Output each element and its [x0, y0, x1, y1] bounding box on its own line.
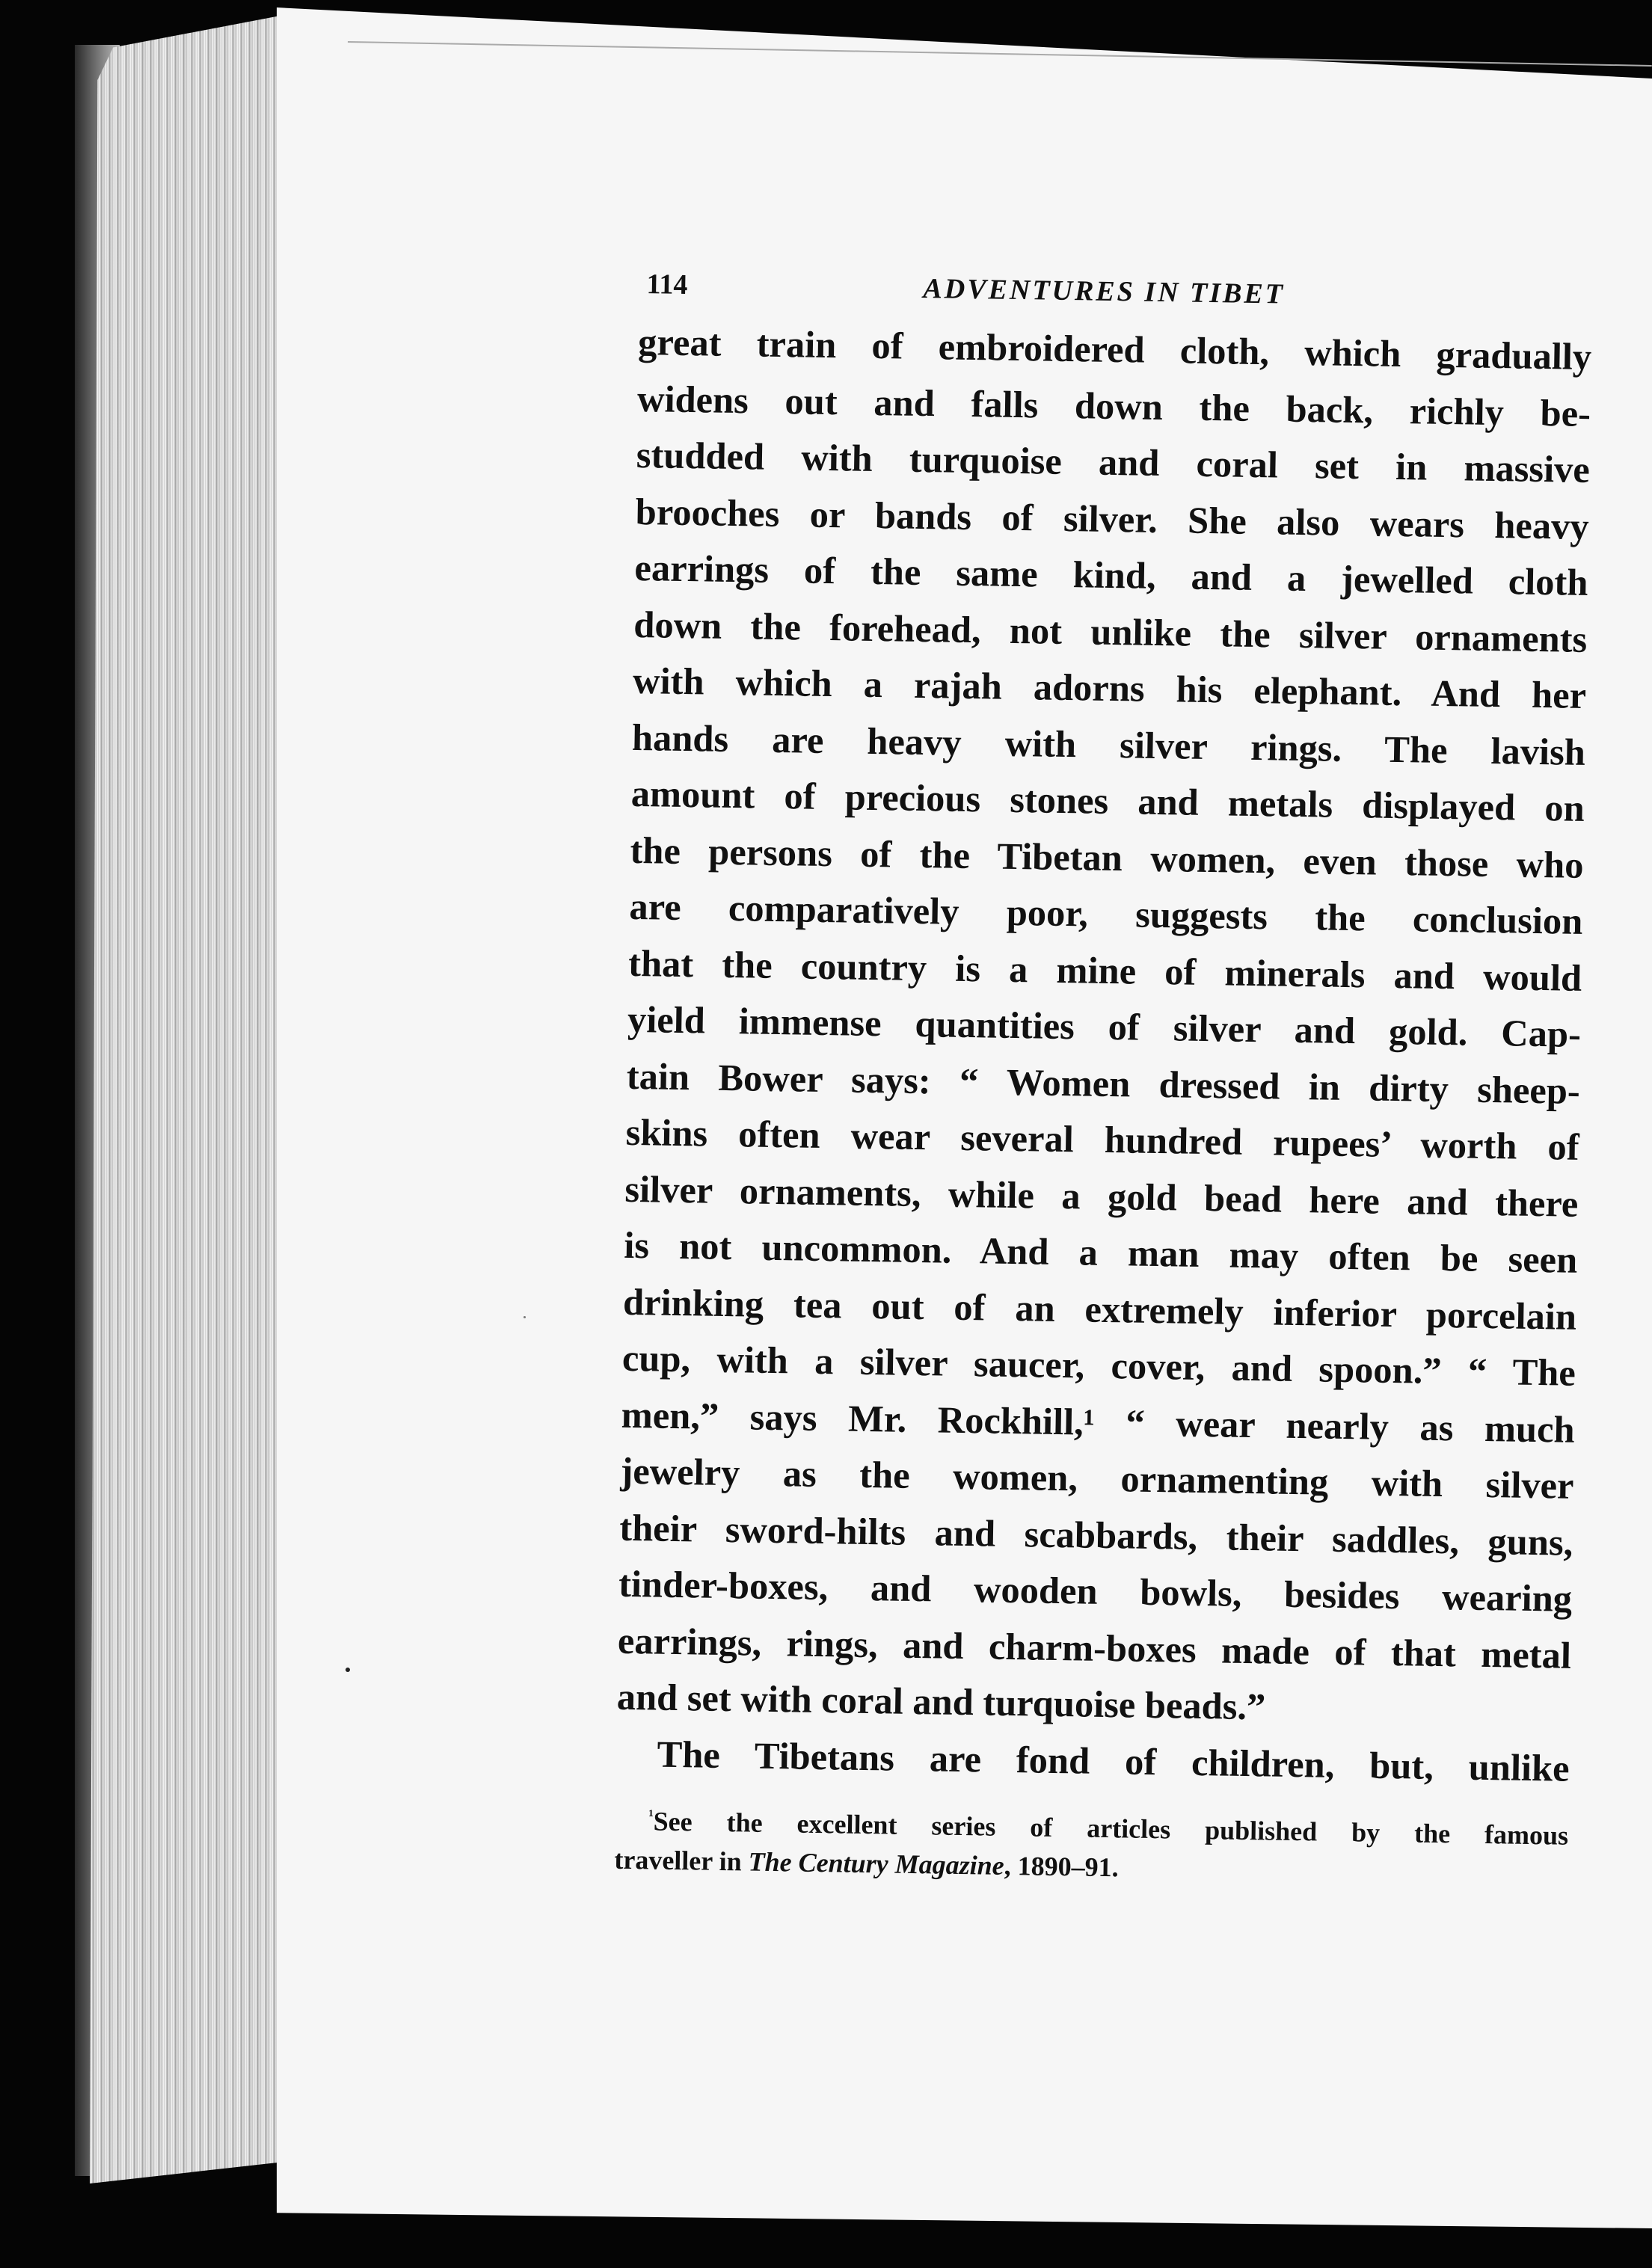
ink-speck: [523, 1316, 526, 1318]
text-line: silver ornaments, while a gold bead here and there: [624, 1167, 1579, 1225]
text-line: widens out and falls down the back, richly be-: [636, 377, 1591, 434]
footnote-marker: ¹: [648, 1806, 654, 1825]
text-line: cup, with a silver saucer, cover, and spoon.” “ The: [621, 1336, 1576, 1394]
text-line: their sword-hilts and scabbards, their saddles, guns,: [618, 1506, 1573, 1564]
text-line: down the forehead, not unlike the silver ornaments: [633, 603, 1588, 660]
text-line: jewelry as the women, ornamenting with silver: [620, 1449, 1574, 1507]
text-line: men,” says Mr. Rockhill,¹ “ wear nearly as much: [621, 1393, 1576, 1451]
text-line: great train of embroidered cloth, which gradually: [637, 320, 1592, 378]
stacked-page-edges: [90, 15, 284, 2184]
text-line: drinking tea out of an extremely inferior porcelain: [622, 1280, 1577, 1338]
text-line: skins often wear several hundred rupees’ worth of: [625, 1110, 1579, 1168]
footnote-text: , 1890–91.: [1004, 1850, 1119, 1883]
text-line: is not uncommon. And a man may often be seen: [623, 1223, 1578, 1281]
text-line: are comparatively poor, suggests the conclusion: [629, 885, 1583, 942]
text-line: the persons of the Tibetan women, even those who: [630, 829, 1584, 886]
text-line: amount of precious stones and metals displayed on: [630, 772, 1585, 829]
text-line: hands are heavy with silver rings. The lavish: [631, 716, 1586, 773]
footnote: [614, 1795, 1569, 1894]
ink-speck: [346, 1668, 350, 1672]
text-line: brooches or bands of silver. She also wears heavy: [635, 490, 1590, 547]
text-line: studded with turquoise and coral set in massive: [636, 433, 1591, 491]
footnote-text: See the excellent series of articles published by the famous: [653, 1806, 1569, 1851]
text-line: that the country is a mine of minerals and would: [627, 941, 1582, 999]
text-line: earrings, rings, and charm-boxes made of that metal: [617, 1619, 1572, 1677]
page-content: [614, 262, 1593, 1894]
text-line: tain Bower says: “ Women dressed in dirty sheep-: [626, 1054, 1581, 1112]
text-line: and set with coral and turquoise beads.”: [616, 1675, 1266, 1728]
paragraph-first-line: The Tibetans are fond of children, but, unlike: [657, 1733, 1570, 1789]
text-line: earrings of the same kind, and a jewelled cloth: [634, 546, 1588, 603]
body-text: [615, 314, 1592, 1797]
text-line: with which a rajah adorns his elephant. And her: [632, 659, 1587, 716]
footnote-magazine-title: The Century Magazine: [748, 1846, 1005, 1881]
text-line: yield immense quantities of silver and gold. Cap-: [627, 998, 1582, 1055]
running-title: ADVENTURES IN TIBET: [923, 272, 1286, 310]
text-line: tinder-boxes, and wooden bowls, besides wearing: [618, 1562, 1573, 1620]
footnote-text: traveller in: [614, 1844, 749, 1877]
page-number: 114: [646, 268, 688, 301]
